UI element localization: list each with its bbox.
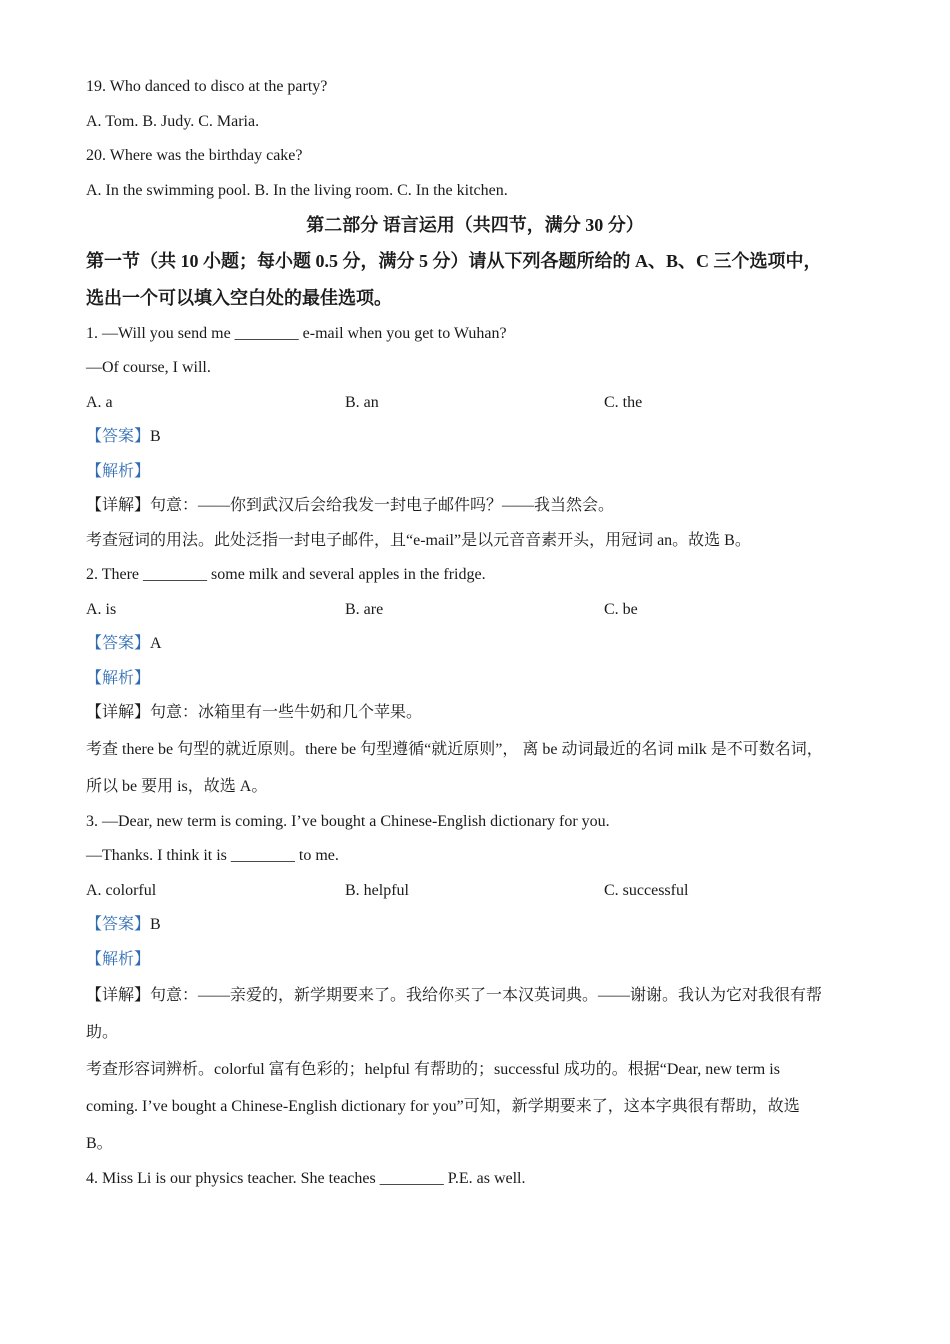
answer-label: 【答案】 (86, 916, 151, 933)
q2-option-b: B. are (345, 600, 384, 618)
question-20: 20. Where was the birthday cake? (86, 147, 303, 164)
q1-stem-reply: —Of course, I will. (86, 359, 211, 376)
q1-explanation: 考查冠词的用法。此处泛指一封电子邮件，且“e-mail”是以元音音素开头，用冠词 an。故选 B。 (86, 531, 751, 549)
section-one-instruction-line-2: 选出一个可以填入空白处的最佳选项。 (86, 287, 392, 308)
section-one-instruction-line-1: 第一节（共 10 小题；每小题 0.5 分，满分 5 分）请从下列各题所给的 A、B、C 三个选项中， (86, 250, 822, 271)
q1-options (86, 386, 864, 421)
q3-stem: 3. —Dear, new term is coming. I’ve bought a Chinese-English dictionary for you. (86, 812, 610, 830)
q1-detail-text: 句意：——你到武汉后会给我发一封电子邮件吗？——我当然会。 (150, 497, 615, 514)
q3-answer-value: B (150, 916, 161, 933)
q3-detail-line-2: 助。 (86, 1024, 119, 1041)
q2-detail (86, 696, 864, 731)
q2-option-c: C. be (604, 600, 638, 618)
q3-detail-text: 句意：——亲爱的，新学期要来了。我给你买了一本汉英词典。——谢谢。我认为它对我很有帮 (150, 987, 823, 1004)
question-19-options: A. Tom. B. Judy. C. Maria. (86, 112, 260, 130)
analysis-label: 【解析】 (86, 950, 151, 968)
q1-analysis (86, 455, 864, 490)
q1-answer-value: B (150, 428, 161, 445)
q3-option-a: A. colorful (86, 881, 157, 899)
q3-answer (86, 908, 864, 943)
document-page (86, 70, 864, 1197)
q2-options (86, 593, 864, 628)
q1-option-a: A. a (86, 393, 113, 411)
q3-analysis (86, 943, 864, 978)
answer-label: 【答案】 (86, 635, 151, 652)
detail-label: 【详解】 (86, 704, 151, 721)
q3-explanation-line-3: B。 (86, 1135, 113, 1152)
q3-explanation-line-2: coming. I’ve bought a Chinese-English dictionary for you”可知，新学期要来了，这本字典很有帮助，故选 (86, 1098, 800, 1115)
question-19: 19. Who danced to disco at the party? (86, 78, 328, 95)
q2-explanation-line-1: 考查 there be 句型的就近原则。there be 句型遵循“就近原则”， 离 be 动词最近的名词 milk 是不可数名词， (86, 740, 823, 758)
q2-explanation-line-2: 所以 be 要用 is，故选 A。 (86, 777, 268, 795)
q1-option-c: C. the (604, 393, 643, 411)
q2-answer-value: A (150, 635, 162, 652)
q1-detail (86, 489, 864, 524)
q2-option-a: A. is (86, 600, 117, 618)
q2-analysis (86, 662, 864, 697)
part-two-title: 第二部分 语言运用（共四节，满分 30 分） (306, 215, 644, 235)
q3-detail (86, 977, 864, 1014)
question-20-options: A. In the swimming pool. B. In the living room. C. In the kitchen. (86, 181, 508, 199)
q3-option-c: C. successful (604, 881, 689, 899)
analysis-label: 【解析】 (86, 462, 151, 480)
analysis-label: 【解析】 (86, 669, 151, 687)
q2-detail-text: 句意：冰箱里有一些牛奶和几个苹果。 (150, 704, 423, 721)
q3-explanation-line-1: 考查形容词辨析。colorful 富有色彩的；helpful 有帮助的；successful 成功的。根据“Dear, new term is (86, 1061, 780, 1078)
q3-stem-reply: —Thanks. I think it is ________ to me. (86, 847, 339, 864)
q2-answer (86, 627, 864, 662)
q1-stem: 1. —Will you send me ________ e-mail when you get to Wuhan? (86, 324, 507, 342)
q3-options (86, 874, 864, 909)
answer-label: 【答案】 (86, 428, 151, 445)
q3-option-b: B. helpful (345, 881, 409, 899)
q1-answer (86, 420, 864, 455)
q1-option-b: B. an (345, 393, 379, 411)
detail-label: 【详解】 (86, 987, 151, 1004)
q4-stem: 4. Miss Li is our physics teacher. She teaches ________ P.E. as well. (86, 1170, 526, 1187)
q2-stem: 2. There ________ some milk and several apples in the fridge. (86, 566, 486, 583)
detail-label: 【详解】 (86, 497, 151, 514)
